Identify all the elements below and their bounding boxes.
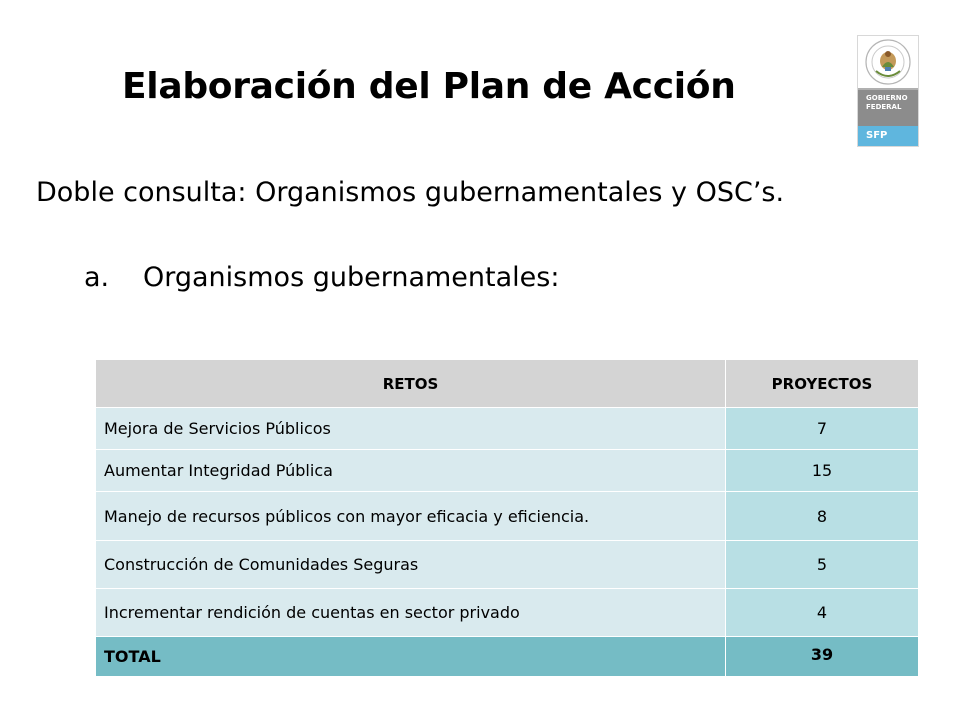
reto-cell: Construcción de Comunidades Seguras (96, 541, 726, 589)
slide-subtitle: Doble consulta: Organismos gubernamentales y OSC’s. (36, 177, 785, 208)
logo-line1: GOBIERNO (866, 94, 908, 102)
reto-cell: Manejo de recursos públicos con mayor eficacia y eficiencia. (96, 492, 726, 541)
logo-gobierno-federal (858, 90, 918, 126)
header-retos: RETOS (96, 360, 726, 408)
logo-line2: FEDERAL (866, 103, 902, 111)
proyectos-cell: 15 (726, 450, 919, 492)
proyectos-cell: 7 (726, 408, 919, 450)
table-row (96, 450, 919, 492)
logo-sfp-band (858, 126, 918, 146)
list-item-label: Organismos gubernamentales: (143, 262, 560, 293)
table-total-row (96, 637, 919, 677)
list-item (84, 262, 559, 293)
total-label: TOTAL (96, 637, 726, 677)
table-row (96, 589, 919, 637)
proyectos-cell: 4 (726, 589, 919, 637)
gobierno-federal-logo (857, 35, 919, 147)
total-value: 39 (726, 637, 919, 677)
reto-cell: Mejora de Servicios Públicos (96, 408, 726, 450)
header-proyectos: PROYECTOS (726, 360, 919, 408)
proyectos-cell: 8 (726, 492, 919, 541)
slide-title: Elaboración del Plan de Acción (122, 66, 736, 107)
retos-table (95, 359, 918, 677)
reto-cell: Aumentar Integridad Pública (96, 450, 726, 492)
logo-acronym: SFP (866, 130, 888, 141)
seal-icon (858, 36, 918, 88)
proyectos-cell: 5 (726, 541, 919, 589)
table-row (96, 492, 919, 541)
table-header-row (96, 360, 919, 408)
list-marker: a. (84, 262, 110, 293)
reto-cell: Incrementar rendición de cuentas en sector privado (96, 589, 726, 637)
table-row (96, 541, 919, 589)
table-row (96, 408, 919, 450)
